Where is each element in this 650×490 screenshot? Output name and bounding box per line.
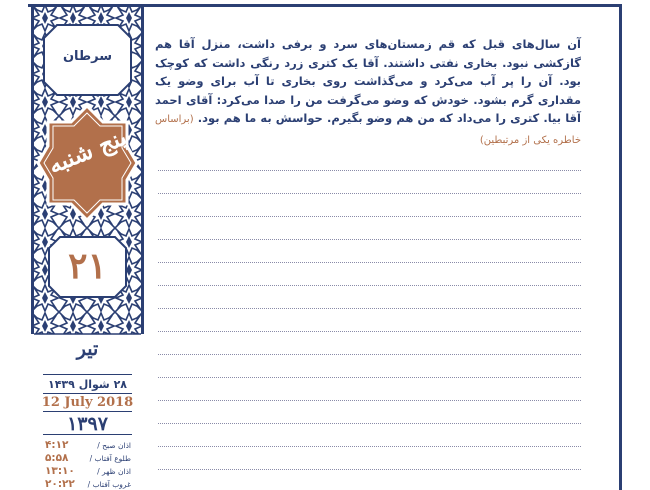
prayer-time-row xyxy=(45,452,131,464)
writing-line xyxy=(158,262,581,263)
month-box xyxy=(43,24,132,96)
prayer-time: ۴:۱۲ xyxy=(45,439,69,451)
calendar-sidebar xyxy=(31,4,144,490)
writing-line xyxy=(158,285,581,286)
solar-year: ۱۳۹۷ xyxy=(67,413,108,435)
day-box xyxy=(48,236,127,298)
prayer-time-row xyxy=(45,439,131,451)
gregorian-date: 12 July 2018 xyxy=(41,395,134,410)
day-number: ۲۱ xyxy=(68,245,107,287)
writing-line xyxy=(158,170,581,171)
prayer-label: طلوع آفتاب / xyxy=(89,454,131,463)
zodiac-month-label: سرطان xyxy=(62,49,113,64)
prayer-time-row xyxy=(45,478,131,490)
prayer-label: اذان ظهر / xyxy=(97,467,131,476)
solar-month-label: تیر xyxy=(76,338,99,360)
memoir-text xyxy=(155,35,581,151)
weekday-badge xyxy=(36,104,139,222)
memoir-source: (براساس خاطره یکی از مرتبطین) xyxy=(155,114,581,146)
writing-line xyxy=(158,216,581,217)
prayer-label: اذان صبح / xyxy=(97,441,131,450)
hijri-date: ۲۸ شوال ۱۴۳۹ xyxy=(48,378,127,391)
prayer-time: ۵:۵۸ xyxy=(45,452,69,464)
writing-line xyxy=(158,308,581,309)
prayer-time-row xyxy=(45,465,131,477)
divider xyxy=(43,411,132,412)
prayer-time: ۱۳:۱۰ xyxy=(45,465,75,477)
writing-line xyxy=(158,331,581,332)
writing-line xyxy=(158,469,581,470)
writing-line xyxy=(158,193,581,194)
writing-line xyxy=(158,354,581,355)
divider xyxy=(43,434,132,435)
divider xyxy=(43,393,132,394)
writing-line xyxy=(158,239,581,240)
prayer-time: ۲۰:۲۲ xyxy=(45,478,75,490)
writing-line xyxy=(158,400,581,401)
prayer-label: غروب آفتاب / xyxy=(87,480,131,489)
weekday-label: پنج شنبه xyxy=(44,123,131,180)
memoir-paragraph: آن سال‌های قبل که قم زمستان‌های سرد و برفی داشت، منزل آقا هم گازکشی نبود. بخاری نفتی داشتند. آقا یک کتری زرد رنگی داشت که کوچک بود. آن را پر آب می‌کرد و می‌گذاشت روی بخاری تا آب برای وضو یک مقداری گرم بشود. خودش که وضو می‌گرفت من را صدا می‌کرد: آقای احمد آقا بیا. کتری را می‌داد که من هم وضو بگیرم. حواسش به ما هم بود. xyxy=(155,37,581,126)
writing-line xyxy=(158,423,581,424)
divider xyxy=(43,374,132,375)
writing-line xyxy=(158,377,581,378)
writing-line xyxy=(158,446,581,447)
